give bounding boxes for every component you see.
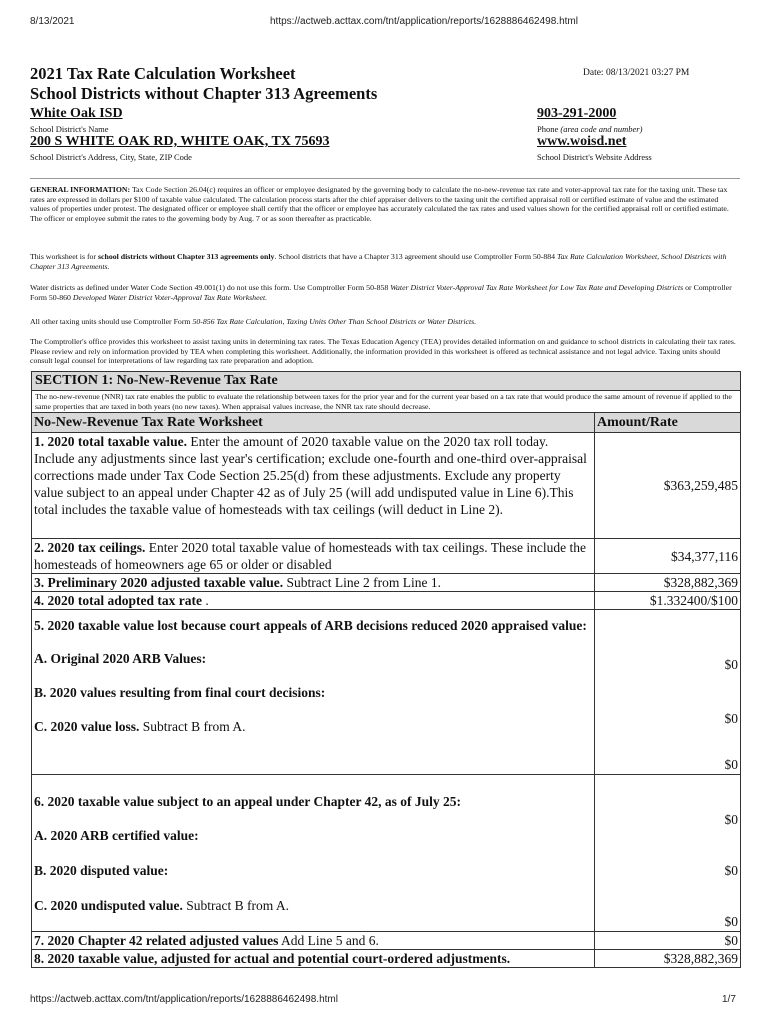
header-divider <box>30 178 740 179</box>
line4-text: . <box>205 593 209 609</box>
table-row-line3 <box>32 574 740 592</box>
scope-post: . School districts that have a Chapter 313 agreement should use Comptroller Form 50-884 <box>274 252 556 261</box>
scope-italic: Tax Rate Calculation Worksheet, School Districts with Chapter 313 Agreements. <box>30 252 727 271</box>
line1-label: 1. 2020 total taxable value. <box>34 434 187 450</box>
line3-value: $328,882,369 <box>663 575 738 591</box>
line5a-label: A. Original 2020 ARB Values: <box>34 651 207 667</box>
section1-title: SECTION 1: No-New-Revenue Tax Rate <box>32 372 740 391</box>
section1-intro: The no-new-revenue (NNR) tax rate enables the public to evaluate the relationship between taxes for the prior year and for the current year based on a tax rate that would produce the same amount of revenue if applied to the same properties that are taxed in both years (no new taxes). When appraisal values increase, the NNR tax rate should decrease. <box>32 391 740 413</box>
line6-description <box>32 775 595 931</box>
line1-amount: $363,259,485 <box>663 478 738 494</box>
general-info-text: Tax Code Section 26.04(c) requires an officer or employee designated by the governing body to calculate the no-new-revenue tax rate and voter-approval tax rate for the taxing unit. These tax rates are expressed in dollars per $100 of taxable value calculated. The calculation process starts after the chief appraiser delivers to the taxing unit the certified appraisal roll or certified estimate of value and the estimated values of properties under protest. The designated officer or employee shall certify that the officer or employee has accurately calculated the tax rates and used values shown for the certified appraisal roll or certified estimate. The officer or employee submit the rates to the governing body by Aug. 7 or as soon thereafter as practicable. <box>30 185 729 223</box>
line8-description <box>32 950 595 967</box>
line5b-amount: $0 <box>724 711 738 727</box>
table-row-line4 <box>32 592 740 610</box>
district-address: 200 S WHITE OAK RD, WHITE OAK, TX 75693 <box>30 134 330 149</box>
scope-bold: school districts without Chapter 313 agreements only <box>98 252 275 261</box>
district-website-label: School District's Website Address <box>537 152 652 162</box>
doc-title-line2: School Districts without Chapter 313 Agreements <box>30 84 378 103</box>
scope-pre: This worksheet is for <box>30 252 97 261</box>
line7-value: $0 <box>724 933 738 949</box>
table-row-line1 <box>32 433 740 539</box>
line8-label: 8. 2020 taxable value, adjusted for actual and potential court-ordered adjustments. <box>34 951 511 967</box>
district-website: www.woisd.net <box>537 134 627 149</box>
line6c-text: Subtract B from A. <box>186 898 290 914</box>
footer-page-number: 1/7 <box>722 994 736 1005</box>
line5b-label: B. 2020 values resulting from final court decisions: <box>34 685 326 701</box>
water-pre: Water districts as defined under Water Code Section 49.001(1) do not use this form. Use Comptroller Form 50-858 <box>30 283 389 292</box>
line7-text: Add Line 5 and 6. <box>281 933 379 949</box>
district-name-label: School District's Name <box>30 124 109 134</box>
phone-label-note: (area code and number) <box>560 124 643 134</box>
table-header-row <box>32 413 740 433</box>
line3-description <box>32 574 595 591</box>
table-row-line5 <box>32 610 740 775</box>
line6a-amount: $0 <box>724 812 738 828</box>
table-row-line7 <box>32 932 740 950</box>
general-info-lead: GENERAL INFORMATION: <box>30 185 131 194</box>
line1-description <box>32 433 595 538</box>
line1-text: Enter the amount of 2020 taxable value on the 2020 tax roll today. Include any adjustments since last year's certification; exclude one-fourth and one-third over-appraisal corrections made under Tax Code Section 25.25(d) from these adjustments. Exclude any property value subject to an appeal under Chapter 42 as of July 25 (will add undisputed value in Line 6).This total includes the taxable value of homesteads with tax ceilings (will deduct in Line 2). <box>34 434 587 518</box>
line6-values <box>595 775 740 931</box>
line6b-label: B. 2020 disputed value: <box>34 863 169 879</box>
line8-value: $328,882,369 <box>663 951 738 967</box>
water-italic1: Water District Voter-Approval Tax Rate Worksheet for Low Tax Rate and Developing Districts <box>390 283 684 292</box>
comptroller-note: The Comptroller's office provides this worksheet to assist taxing units in determining tax rates. The Texas Education Agency (TEA) provides detailed information on and guidance to school districts in calculating their tax rates. Please review and rely on information provided by TEA when completing this worksheet. Additionally, the information provided in this worksheet is offered as technical assistance and not legal advice. Taxing units should consult legal counsel for interpretations of law regarding tax rate preparation and adoption. <box>30 337 736 366</box>
line3-label: 3. Preliminary 2020 adjusted taxable value. <box>34 575 284 591</box>
col-header-worksheet: No-New-Revenue Tax Rate Worksheet <box>32 413 595 432</box>
line2-description <box>32 539 595 573</box>
line2-amount: $34,377,116 <box>671 548 738 564</box>
section1-table <box>31 371 741 968</box>
line6c-amount: $0 <box>724 914 738 930</box>
line5c-amount: $0 <box>724 757 738 773</box>
other-units-note <box>30 317 740 327</box>
table-row-line6 <box>32 775 740 932</box>
line5-label: 5. 2020 taxable value lost because court appeals of ARB decisions reduced 2020 appraised value: <box>34 618 587 634</box>
doc-title <box>30 64 510 104</box>
general-information <box>30 185 740 223</box>
line2-text: Enter 2020 total taxable value of homesteads with tax ceilings. These include the homesteads of homeowners age 65 or older or disabled <box>34 540 586 573</box>
line6a-label: A. 2020 ARB certified value: <box>34 828 199 844</box>
line3-text: Subtract Line 2 from Line 1. <box>286 575 441 591</box>
print-url: https://actweb.acttax.com/tnt/application/reports/1628886462498.html <box>270 16 578 27</box>
line2-label: 2. 2020 tax ceilings. <box>34 540 146 556</box>
line6c-label: C. 2020 undisputed value. <box>34 898 183 914</box>
line1-value <box>595 433 740 538</box>
line5-values <box>595 610 740 774</box>
district-phone: 903-291-2000 <box>537 106 617 121</box>
doc-date: Date: 08/13/2021 03:27 PM <box>583 68 690 78</box>
water-mid: or Comptroller Form 50-860 <box>30 283 732 302</box>
line4-value: $1.332400/$100 <box>649 593 738 609</box>
line5-description <box>32 610 595 774</box>
col-header-amount: Amount/Rate <box>595 413 740 432</box>
doc-title-line1: 2021 Tax Rate Calculation Worksheet <box>30 64 296 83</box>
line5c-text: Subtract B from A. <box>142 719 246 735</box>
line4-description <box>32 592 595 609</box>
line5c-label: C. 2020 value loss. <box>34 719 140 735</box>
table-row-line8 <box>32 950 740 967</box>
worksheet-scope <box>30 252 740 271</box>
other-italic: 50-856 Tax Rate Calculation, Taxing Units Other Than School Districts or Water Districts. <box>192 317 477 326</box>
water-italic2: Developed Water District Voter-Approval Tax Rate Worksheet. <box>72 292 268 302</box>
line6-label: 6. 2020 taxable value subject to an appeal under Chapter 42, as of July 25: <box>34 794 462 810</box>
district-phone-label <box>537 124 642 134</box>
line5a-amount: $0 <box>724 657 738 673</box>
footer-url: https://actweb.acttax.com/tnt/application/reports/1628886462498.html <box>30 994 338 1005</box>
line6b-amount: $0 <box>724 863 738 879</box>
line7-description <box>32 932 595 949</box>
line4-label: 4. 2020 total adopted tax rate <box>34 593 202 609</box>
water-districts-note <box>30 283 740 302</box>
district-name: White Oak ISD <box>30 106 123 121</box>
print-date: 8/13/2021 <box>30 16 75 27</box>
table-row-line2 <box>32 539 740 574</box>
phone-label-text: Phone <box>537 124 559 134</box>
line7-label: 7. 2020 Chapter 42 related adjusted values <box>34 933 279 949</box>
other-pre: All other taxing units should use Comptroller Form <box>30 317 191 326</box>
line2-value <box>595 539 740 573</box>
district-address-label: School District's Address, City, State, ZIP Code <box>30 152 192 162</box>
